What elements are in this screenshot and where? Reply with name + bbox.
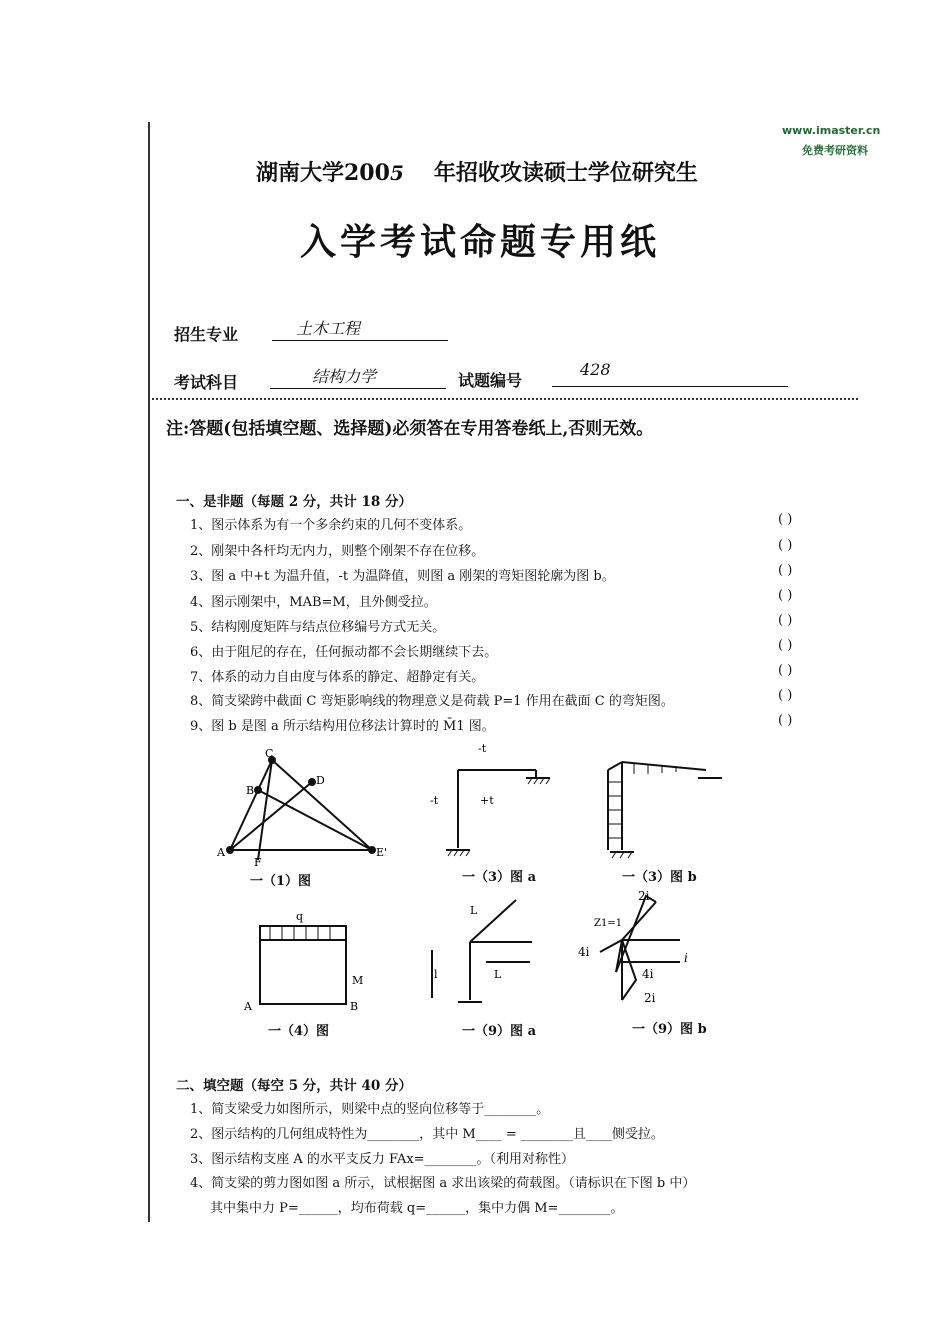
answer-paren-5[interactable]: ( ) [778,613,793,628]
fig3a-label-inside: +t [480,794,494,807]
fig9a-label-L-horizontal: L [494,968,502,981]
s1-q9: 9、图 b 是图 a 所示结构用位移法计算时的 M̄1 图。 [190,719,495,734]
fig9b-label-2i-bot: 2i [644,991,656,1005]
watermark-tagline: 免费考研资料 [802,144,868,157]
fig3a-hatches [448,778,550,856]
s1-q5: 5、结构刚度矩阵与结点位移编号方式无关。 [190,620,446,635]
fig9a-label-l: l [434,968,438,981]
answer-paren-6[interactable]: ( ) [778,638,793,653]
answer-paren-9[interactable]: ( ) [778,713,793,728]
caption-fig9a: 一（9）图 a [462,1024,536,1039]
major-label: 招生专业 [174,325,239,344]
s2-q4: 4、简支梁的剪力图如图 a 所示，试根据图 a 求出该梁的荷载图。（请标识在下图 b 中） [190,1176,696,1191]
subject-value: 结构力学 [312,367,377,386]
fig3a-label-left: -t [430,794,439,807]
section1-title: 一、是非题（每题 2 分，共计 18 分） [176,494,412,510]
caption-fig1: 一（1）图 [250,874,312,889]
caption-fig3a: 一（3）图 a [462,870,536,885]
fig3a-label-top: -t [478,742,487,755]
fig9b-label-4i-mid: 4i [642,967,654,981]
s1-q1: 1、图示体系为有一个多余约束的几何不变体系。 [190,518,472,533]
watermark-site[interactable]: www.imaster.cn [782,124,881,137]
fig1-label-E: E' [376,846,388,859]
fig9b-label-2i-top: 2i [638,889,650,903]
fig3b-hatches [608,763,676,858]
answer-paren-1[interactable]: ( ) [778,512,793,527]
section2-title: 二、填空题（每空 5 分，共计 40 分） [176,1078,412,1094]
figure-4-frame [260,926,346,1004]
s1-q2: 2、刚架中各杆均无内力，则整个刚架不存在位移。 [190,544,485,559]
code-label: 试题编号 [458,371,523,390]
page-title: 入学考试命题专用纸 [300,221,661,263]
caption-fig4: 一（4）图 [268,1024,330,1039]
s2-q2: 2、图示结构的几何组成特性为________，其中 M____ = ________且____侧受拉。 [190,1127,664,1142]
fig4-label-A: A [244,1000,252,1013]
answer-paren-4[interactable]: ( ) [778,588,793,603]
figure-9a-frame [432,900,532,1002]
header-rest: 年招收攻读硕士学位研究生 [433,160,698,186]
fig4-label-B: B [350,1000,359,1013]
s2-q4-blanks: 其中集中力 P=______，均布荷载 q=______，集中力偶 M=________。 [210,1201,624,1216]
s1-q7: 7、体系的动力自由度与体系的静定、超静定有关。 [190,670,485,685]
major-value: 土木工程 [296,319,361,338]
answer-paren-3[interactable]: ( ) [778,563,793,578]
header-year-hand: 5 [389,161,404,185]
header-university: 湖南大学200 [256,160,390,186]
fig1-label-A: A [217,846,225,859]
exam-note: 注:答题(包括填空题、选择题)必须答在专用答卷纸上,否则无效。 [166,419,654,439]
caption-fig9b: 一（9）图 b [632,1022,707,1037]
fig4-label-q: q [296,910,304,923]
fig1-label-B: B [246,784,255,797]
figure-3a-frame [446,770,550,850]
s1-q4: 4、图示刚架中，MAB=M，且外侧受拉。 [190,595,437,610]
fig1-label-D: D [316,774,325,787]
figure-9b-moment [600,896,680,1000]
fig4-label-M: M [352,974,364,987]
s2-q1: 1、简支梁受力如图所示，则梁中点的竖向位移等于________。 [190,1102,550,1117]
fig9b-label-i: i [684,951,688,965]
figure-3b-moment [608,762,722,852]
figure-1-truss [227,757,375,860]
fig9a-label-L-inclined: L [470,904,478,917]
answer-paren-7[interactable]: ( ) [778,663,793,678]
caption-fig3b: 一（3）图 b [622,870,697,885]
s1-q8: 8、简支梁跨中截面 C 弯矩影响线的物理意义是荷载 P=1 作用在截面 C 的弯矩图。 [190,694,674,709]
fig9b-label-4i-left: 4i [578,945,590,959]
code-value: 428 [580,360,611,379]
answer-paren-2[interactable]: ( ) [778,538,793,553]
s1-q6: 6、由于阻尼的存在，任何振动都不会长期继续下去。 [190,645,498,660]
s1-q3: 3、图 a 中+t 为温升值，-t 为温降值，则图 a 刚架的弯矩图轮廓为图 b。 [190,569,615,584]
subject-label: 考试科目 [174,373,239,392]
answer-paren-8[interactable]: ( ) [778,688,793,703]
fig9b-label-z: Z1=1 [594,918,623,929]
s2-q3: 3、图示结构支座 A 的水平支反力 FAx=________。（利用对称性） [190,1152,575,1167]
fig1-label-F: F [254,856,262,869]
fig4-load [270,926,330,940]
fig1-label-C: C [265,747,274,760]
